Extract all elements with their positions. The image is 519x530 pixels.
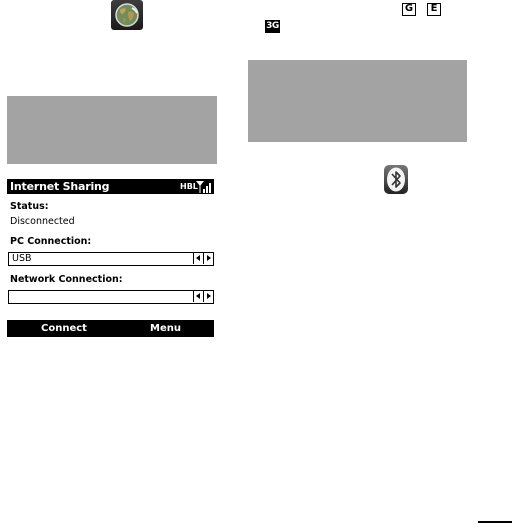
image-placeholder-left bbox=[7, 96, 217, 164]
image-placeholder-right bbox=[248, 60, 467, 142]
gprs-icon: G bbox=[402, 3, 416, 16]
pc-connection-next-arrow[interactable] bbox=[203, 253, 213, 264]
pc-connection-value: USB bbox=[12, 253, 32, 264]
connect-softkey[interactable]: Connect bbox=[41, 323, 87, 334]
title-bar bbox=[7, 179, 214, 194]
menu-softkey[interactable]: Menu bbox=[150, 323, 181, 334]
internet-sharing-globe-icon bbox=[111, 0, 143, 30]
network-connection-next-arrow[interactable] bbox=[203, 291, 213, 302]
network-indicator: HBL bbox=[180, 182, 198, 191]
signal-strength-icon bbox=[196, 180, 212, 193]
softkey-bar bbox=[7, 320, 214, 337]
screen-title: Internet Sharing bbox=[10, 180, 110, 193]
divider-line bbox=[478, 521, 512, 523]
pc-connection-picker[interactable] bbox=[8, 252, 214, 266]
status-label: Status: bbox=[10, 201, 49, 212]
edge-icon: E bbox=[427, 3, 441, 16]
network-connection-prev-arrow[interactable] bbox=[193, 291, 203, 302]
status-value: Disconnected bbox=[10, 216, 75, 227]
bluetooth-icon bbox=[384, 165, 408, 194]
internet-sharing-screen bbox=[7, 179, 214, 337]
3g-icon: 3G bbox=[266, 21, 279, 31]
network-connection-label: Network Connection: bbox=[10, 274, 123, 285]
pc-connection-prev-arrow[interactable] bbox=[193, 253, 203, 264]
pc-connection-label: PC Connection: bbox=[10, 236, 92, 247]
network-connection-picker[interactable] bbox=[8, 290, 214, 304]
